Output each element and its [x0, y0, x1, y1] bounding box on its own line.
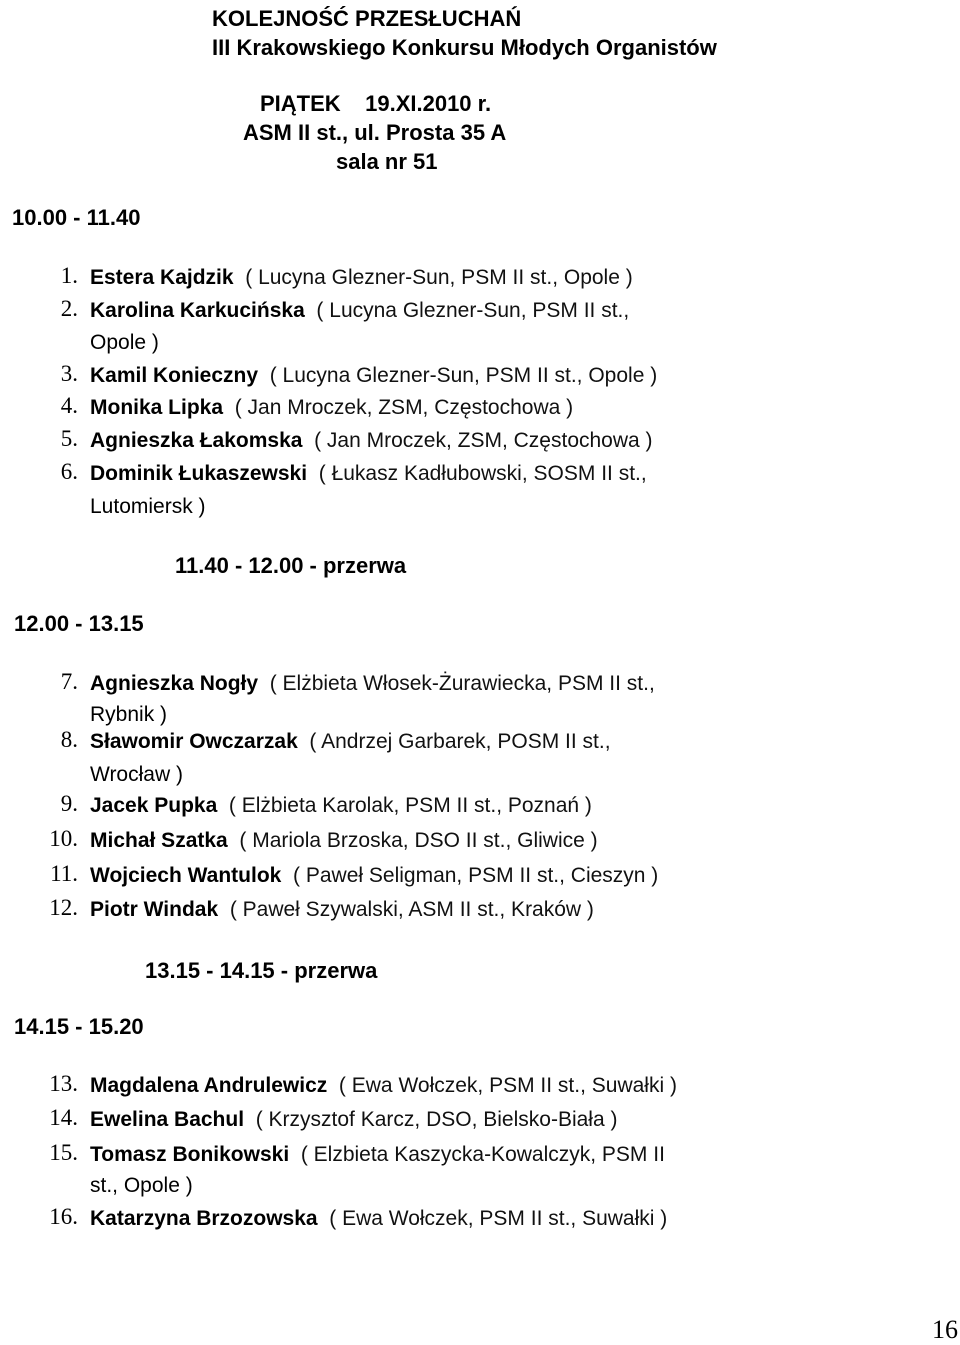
list-item	[90, 429, 653, 453]
teacher-school: ( Krzysztof Karcz, DSO, Bielsko-Biała )	[244, 1108, 618, 1131]
break-2: 13.15 - 14.15 - przerwa	[145, 958, 378, 983]
teacher-school: ( Jan Mroczek, ZSM, Częstochowa )	[302, 429, 653, 452]
teacher-school: ( Lucyna Glezner-Sun, PSM II st., Opole )	[233, 266, 633, 289]
entry-number: 10.	[49, 826, 78, 851]
list-item	[90, 1143, 665, 1167]
entry-number: 1.	[60, 263, 78, 288]
teacher-school-continued: Rybnik )	[90, 703, 168, 726]
performer-name: Michał Szatka	[90, 829, 228, 852]
teacher-school-continued: Lutomiersk )	[90, 495, 206, 518]
teacher-school: ( Paweł Szywalski, ASM II st., Kraków )	[218, 898, 594, 921]
performer-name: Tomasz Bonikowski	[90, 1143, 290, 1166]
performer-name: Sławomir Owczarzak	[90, 730, 298, 753]
performer-name: Dominik Łukaszewski	[90, 462, 308, 485]
performer-name: Ewelina Bachul	[90, 1108, 245, 1131]
teacher-school: ( Lucyna Glezner-Sun, PSM II st., Opole )	[258, 364, 658, 387]
date-line: PIĄTEK 19.XI.2010 r.	[260, 91, 492, 116]
list-item	[90, 1207, 667, 1231]
list-item	[90, 829, 598, 853]
entry-number: 7.	[60, 669, 78, 694]
teacher-school: ( Jan Mroczek, ZSM, Częstochowa )	[223, 396, 574, 419]
entry-number: 3.	[60, 361, 78, 386]
performer-name: Kamil Konieczny	[90, 364, 259, 387]
list-item	[90, 864, 658, 888]
title-line-1: KOLEJNOŚĆ PRZESŁUCHAŃ	[212, 6, 522, 31]
page-number: 16	[932, 1315, 958, 1344]
performer-name: Jacek Pupka	[90, 794, 218, 817]
teacher-school: ( Andrzej Garbarek, POSM II st.,	[297, 730, 611, 753]
list-item	[90, 898, 594, 922]
teacher-school: ( Mariola Brzoska, DSO II st., Gliwice )	[227, 829, 598, 852]
entry-number: 14.	[49, 1105, 78, 1130]
performer-name: Magdalena Andrulewicz	[90, 1074, 328, 1097]
session-time-1: 10.00 - 11.40	[12, 205, 141, 230]
entry-number: 8.	[60, 727, 78, 752]
list-item	[90, 794, 592, 818]
list-item	[90, 364, 657, 388]
break-1: 11.40 - 12.00 - przerwa	[175, 553, 407, 578]
entry-number: 2.	[60, 296, 78, 321]
entry-number: 5.	[60, 426, 78, 451]
teacher-school-continued: Opole )	[90, 331, 159, 354]
performer-name: Katarzyna Brzozowska	[90, 1207, 318, 1230]
entry-number: 6.	[60, 459, 78, 484]
venue-line: ASM II st., ul. Prosta 35 A	[243, 120, 507, 145]
list-item	[90, 1108, 617, 1132]
entry-number: 15.	[49, 1140, 78, 1165]
list-item	[90, 396, 573, 420]
entry-number: 12.	[49, 895, 78, 920]
list-item	[90, 730, 611, 754]
list-item	[90, 462, 647, 486]
entry-number: 4.	[60, 393, 78, 418]
teacher-school: ( Łukasz Kadłubowski, SOSM II st.,	[307, 462, 647, 485]
performer-name: Estera Kajdzik	[90, 266, 234, 289]
entry-number: 13.	[49, 1071, 78, 1096]
performer-name: Monika Lipka	[90, 396, 224, 419]
teacher-school: ( Elżbieta Karolak, PSM II st., Poznań )	[217, 794, 592, 817]
entry-number: 11.	[50, 861, 78, 886]
session-time-3: 14.15 - 15.20	[14, 1014, 144, 1039]
entry-number: 16.	[49, 1204, 78, 1229]
performer-name: Karolina Karkucińska	[90, 299, 305, 322]
teacher-school-continued: Wrocław )	[90, 763, 183, 786]
list-item	[90, 299, 629, 323]
performer-name: Wojciech Wantulok	[90, 864, 282, 887]
teacher-school: ( Elzbieta Kaszycka-Kowalczyk, PSM II	[289, 1143, 665, 1166]
teacher-school: ( Ewa Wołczek, PSM II st., Suwałki )	[327, 1074, 677, 1097]
session-time-2: 12.00 - 13.15	[14, 611, 144, 636]
list-item	[90, 672, 655, 696]
title-line-2: III Krakowskiego Konkursu Młodych Organistów	[212, 35, 717, 60]
performer-name: Agnieszka Nogły	[90, 672, 259, 695]
teacher-school: ( Lucyna Glezner-Sun, PSM II st.,	[304, 299, 630, 322]
list-item	[90, 266, 633, 290]
teacher-school-continued: st., Opole )	[90, 1174, 193, 1197]
teacher-school: ( Paweł Seligman, PSM II st., Cieszyn )	[281, 864, 659, 887]
room-line: sala nr 51	[336, 149, 438, 174]
teacher-school: ( Elżbieta Włosek-Żurawiecka, PSM II st.,	[258, 672, 655, 695]
teacher-school: ( Ewa Wołczek, PSM II st., Suwałki )	[317, 1207, 668, 1230]
list-item	[90, 1074, 677, 1098]
performer-name: Agnieszka Łakomska	[90, 429, 303, 452]
entry-number: 9.	[60, 791, 78, 816]
performer-name: Piotr Windak	[90, 898, 219, 921]
